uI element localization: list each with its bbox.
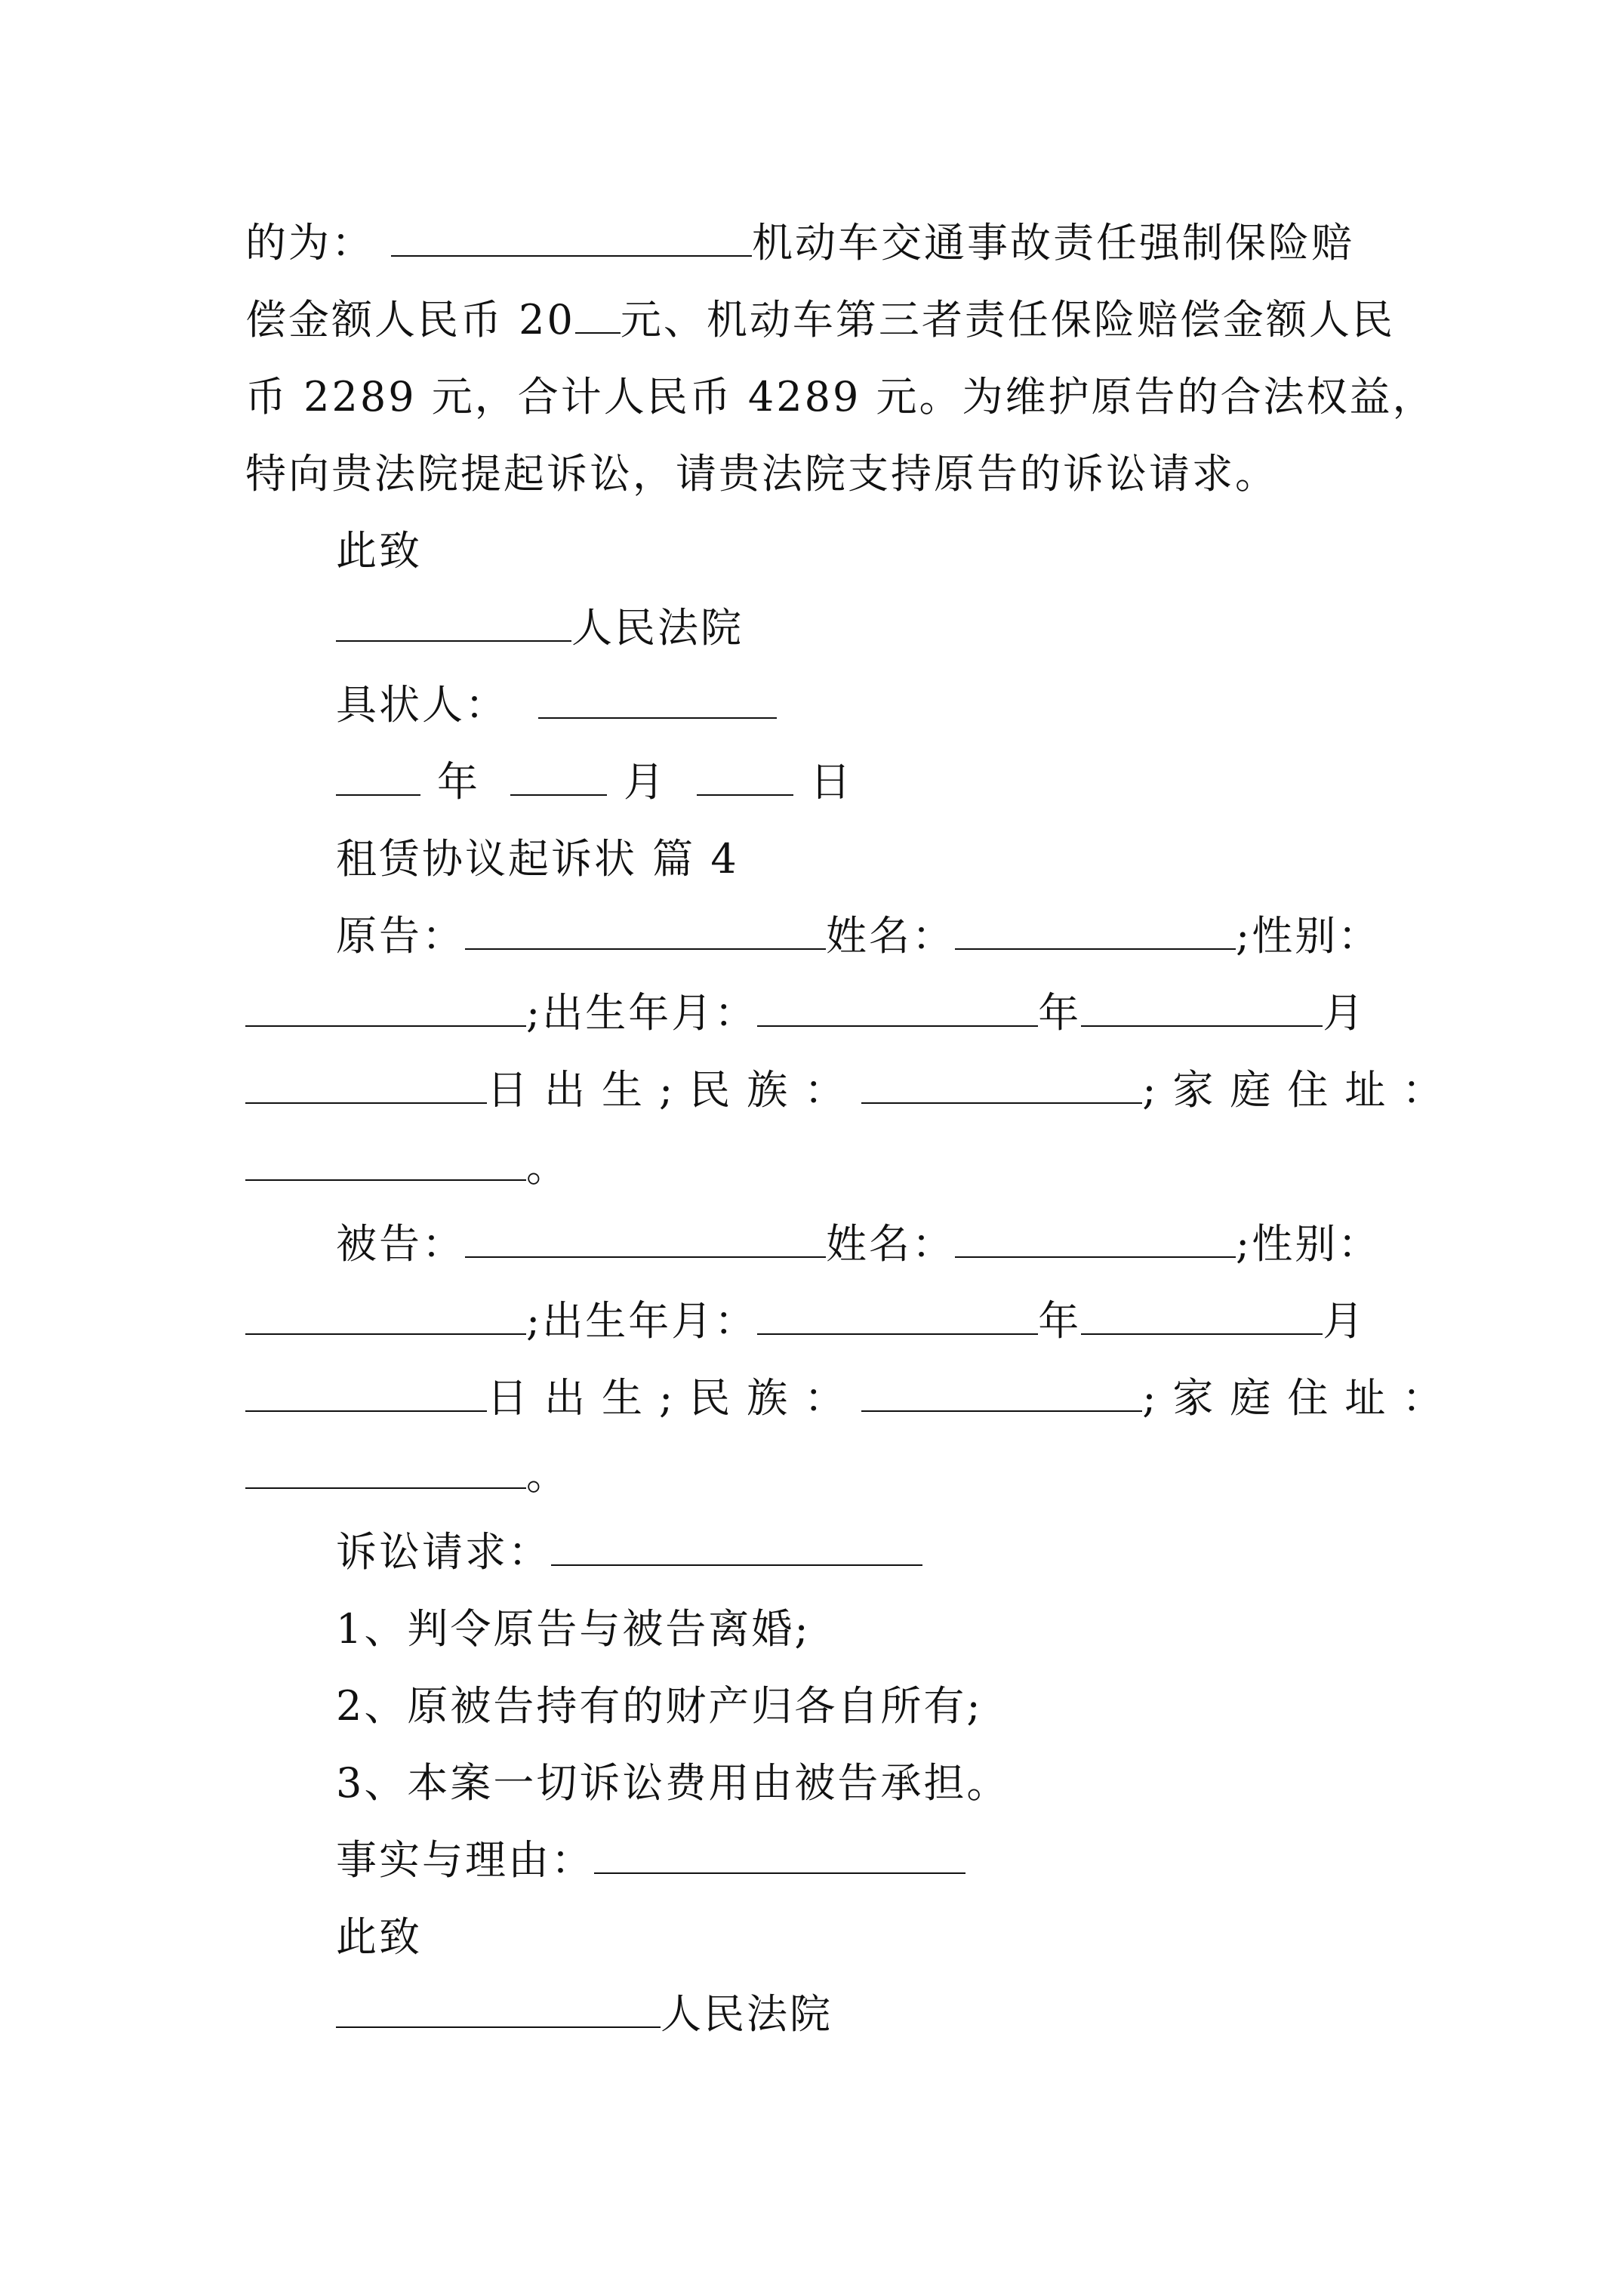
text-fragment: 事实与理由：: [336, 1836, 594, 1884]
defendant-line: [245, 1361, 1460, 1436]
claim-item: 1、判令原告与被告离婚;: [336, 1605, 811, 1653]
blank-field: [861, 1052, 1142, 1104]
text-fragment: 月: [1323, 989, 1366, 1037]
blank-field: [245, 1361, 487, 1412]
blank-field: [551, 1515, 922, 1566]
blank-field: [697, 744, 793, 796]
text-fragment: 月: [624, 758, 667, 806]
blank-field: [955, 898, 1236, 950]
text-fragment: 偿金额人民币 20: [245, 296, 575, 344]
blank-field: [757, 1284, 1038, 1335]
signer-line: [336, 667, 1491, 743]
text-fragment: 具状人：: [336, 681, 508, 729]
text-fragment: ;家庭住址：: [1142, 1374, 1460, 1422]
text-fragment: 日: [810, 758, 853, 806]
text-line: [245, 282, 1400, 358]
plaintiff-line: [245, 1052, 1460, 1128]
blank-field: [336, 744, 420, 796]
blank-field: [510, 744, 607, 796]
salutation: 此致: [336, 1913, 422, 1961]
blank-field: [465, 1207, 826, 1258]
text-line: [245, 205, 1400, 281]
text-fragment: ;出生年月：: [526, 1297, 758, 1345]
blank-field: [955, 1207, 1236, 1258]
blank-field: [538, 667, 777, 719]
court-line: [336, 590, 1491, 666]
text-fragment: 元、机动车第三者责任保险赔偿金额人民: [620, 296, 1395, 344]
text-fragment: 。: [526, 1451, 569, 1499]
text-fragment: 年: [1038, 989, 1082, 1037]
text-fragment: 年: [1038, 1297, 1082, 1345]
text-fragment: 日出生;民族：: [487, 1374, 862, 1422]
blank-field: [336, 1977, 661, 2028]
text-fragment: ;出生年月：: [526, 989, 758, 1037]
claim-item: 2、原被告持有的财产归各自所有;: [336, 1682, 983, 1730]
defendant-line: [336, 1207, 1491, 1282]
blank-field: [1081, 975, 1323, 1027]
blank-field: [594, 1823, 965, 1874]
text-fragment: ;家庭住址：: [1142, 1066, 1460, 1114]
plaintiff-line: [245, 975, 1400, 1051]
text-fragment: 原告：: [336, 912, 465, 960]
text-fragment: 的为：: [245, 219, 374, 267]
blank-field: [1081, 1284, 1323, 1335]
blank-field: [245, 1438, 526, 1489]
section-title: 租赁协议起诉状 篇 4: [336, 835, 739, 883]
text-fragment: 诉讼请求：: [336, 1528, 551, 1576]
text-fragment: ;性别：: [1236, 912, 1381, 960]
blank-field: [861, 1361, 1142, 1412]
court-line: [336, 1977, 1491, 2052]
text-fragment: 。: [526, 1143, 569, 1191]
text-fragment: ;性别：: [1236, 1220, 1381, 1268]
text-fragment: 日出生;民族：: [487, 1066, 862, 1114]
blank-field: [465, 898, 826, 950]
text-fragment: 年: [437, 758, 480, 806]
claim-item: 3、本案一切诉讼费用由被告承担。: [336, 1759, 1010, 1807]
blank-field: [391, 205, 752, 257]
defendant-line: [245, 1284, 1400, 1359]
text-fragment: 月: [1323, 1297, 1366, 1345]
claims-line: [336, 1515, 1491, 1590]
blank-field: [245, 1130, 526, 1181]
text-line: 币 2289 元，合计人民币 4289 元。为维护原告的合法权益，: [245, 373, 1436, 421]
text-fragment: 机动车交通事故责任强制保险赔: [752, 219, 1354, 267]
blank-field: [245, 1052, 487, 1104]
date-line: [336, 744, 1491, 820]
defendant-line: [245, 1438, 1400, 1513]
blank-field: [757, 975, 1038, 1027]
text-fragment: 姓名：: [826, 1220, 955, 1268]
facts-line: [336, 1823, 1491, 1898]
text-fragment: 姓名：: [826, 912, 955, 960]
text-fragment: 人民法院: [661, 1990, 833, 2038]
text-fragment: 人民法院: [571, 604, 744, 652]
plaintiff-line: [245, 1130, 1400, 1205]
plaintiff-line: [336, 898, 1491, 974]
text-fragment: 被告：: [336, 1220, 465, 1268]
blank-field: [245, 975, 526, 1027]
blank-field: [575, 282, 621, 334]
blank-field: [336, 590, 571, 642]
salutation: 此致: [336, 527, 422, 575]
blank-field: [245, 1284, 526, 1335]
text-line: 特向贵法院提起诉讼，请贵法院支持原告的诉讼请求。: [245, 450, 1278, 498]
